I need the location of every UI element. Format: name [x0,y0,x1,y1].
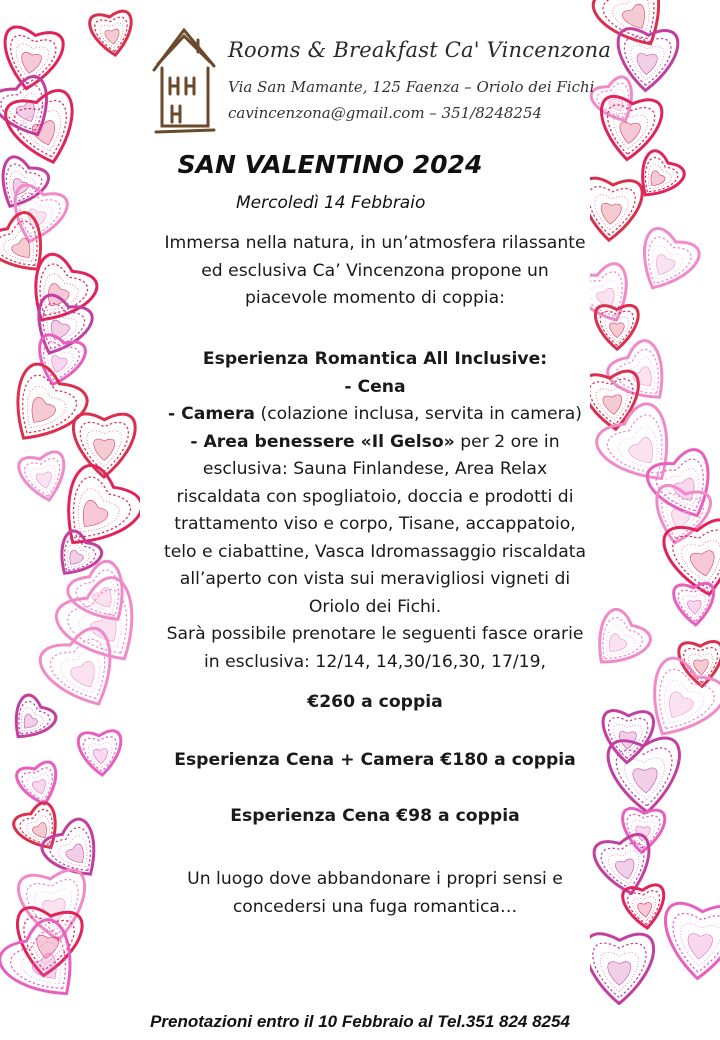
heart-decoration [632,768,658,794]
heart-decoration [600,203,622,225]
heart-decoration [65,549,84,568]
detail-line: telo e ciabattine, Vasca Idromassaggio riscaldata [163,541,587,562]
intro-line: ed esclusiva Ca’ Vincenzona propone un [201,260,549,281]
heart-decoration [690,550,718,578]
item-cena: - Cena [344,376,406,397]
detail-line: trattamento viso e corpo, Tisane, accappatoio, [174,514,576,534]
heart-decoration [662,690,695,724]
heart-decoration [651,253,677,279]
heart-decoration [32,779,49,796]
business-name: Rooms & Breakfast Ca' Vincenzona [228,38,612,62]
detail-line: riscaldata con spogliatoio, doccia e prodotti di [176,486,574,507]
detail-line: esclusiva: Sauna Finlandese, Area Relax [202,459,548,479]
heart-decoration [618,122,641,145]
heart-decoration [69,660,101,692]
heart-decoration [615,858,638,881]
experience-cena: Esperienza Cena €98 a coppia [230,806,520,826]
detail-line: Oriolo dei Fichi. [308,596,442,617]
heart-decoration [687,600,701,615]
heart-decoration [91,586,117,612]
detail-line: Sarà possibile prenotare le seguenti fasce orarie [166,624,584,644]
house-logo-icon [150,22,218,134]
experience-romantic [140,346,610,676]
intro-line: Immersa nella natura, in un’atmosfera rilassante [164,233,586,253]
booking-footer: Prenotazioni entro il 10 Febbraio al Tel.351 824 8254 [150,1012,570,1031]
closing-line: Un luogo dove abbandonare i propri sensi e [187,869,563,889]
heart-decoration [24,396,57,429]
business-address: Via San Mamante, 125 Faenza – Oriolo dei Fichi [228,78,595,96]
heart-decoration [93,748,109,764]
closing-paragraph [140,866,610,921]
price-romantic: €260 a coppia [307,692,443,712]
heart-decoration [610,323,625,338]
heart-decoration [19,713,38,732]
business-contact: cavincenzona@gmail.com – 351/8248254 [228,104,543,122]
experience-cena-camera: Esperienza Cena + Camera €180 a coppia [174,750,576,770]
event-date: Mercoledì 14 Febbraio [236,193,426,213]
closing-line: concedersi una fuga romantica… [232,896,518,917]
heart-decoration [693,659,708,675]
heart-decoration [608,962,631,986]
heart-decoration [31,120,59,149]
experience-heading: Esperienza Romantica All Inclusive: [202,349,548,369]
item-camera: - Camera (colazione inclusa, servita in camera) [168,404,582,424]
detail-line: in esclusiva: 12/14, 14,30/16,30, 17/19, [203,651,547,672]
intro-paragraph [140,230,610,313]
intro-line: piacevole momento di coppia: [245,288,505,308]
item-area-benessere: - Area benessere «Il Gelso» per 2 ore in [190,431,560,452]
detail-line: all’aperto con vista sui meravigliosi vigneti di [179,569,571,589]
page-title: SAN VALENTINO 2024 [177,150,483,179]
heart-decoration [30,951,64,985]
heart-decoration [687,933,713,960]
heart-decoration [36,471,54,490]
heart-decoration [94,439,115,461]
heart-decoration [15,101,40,126]
heart-decoration [636,53,657,75]
